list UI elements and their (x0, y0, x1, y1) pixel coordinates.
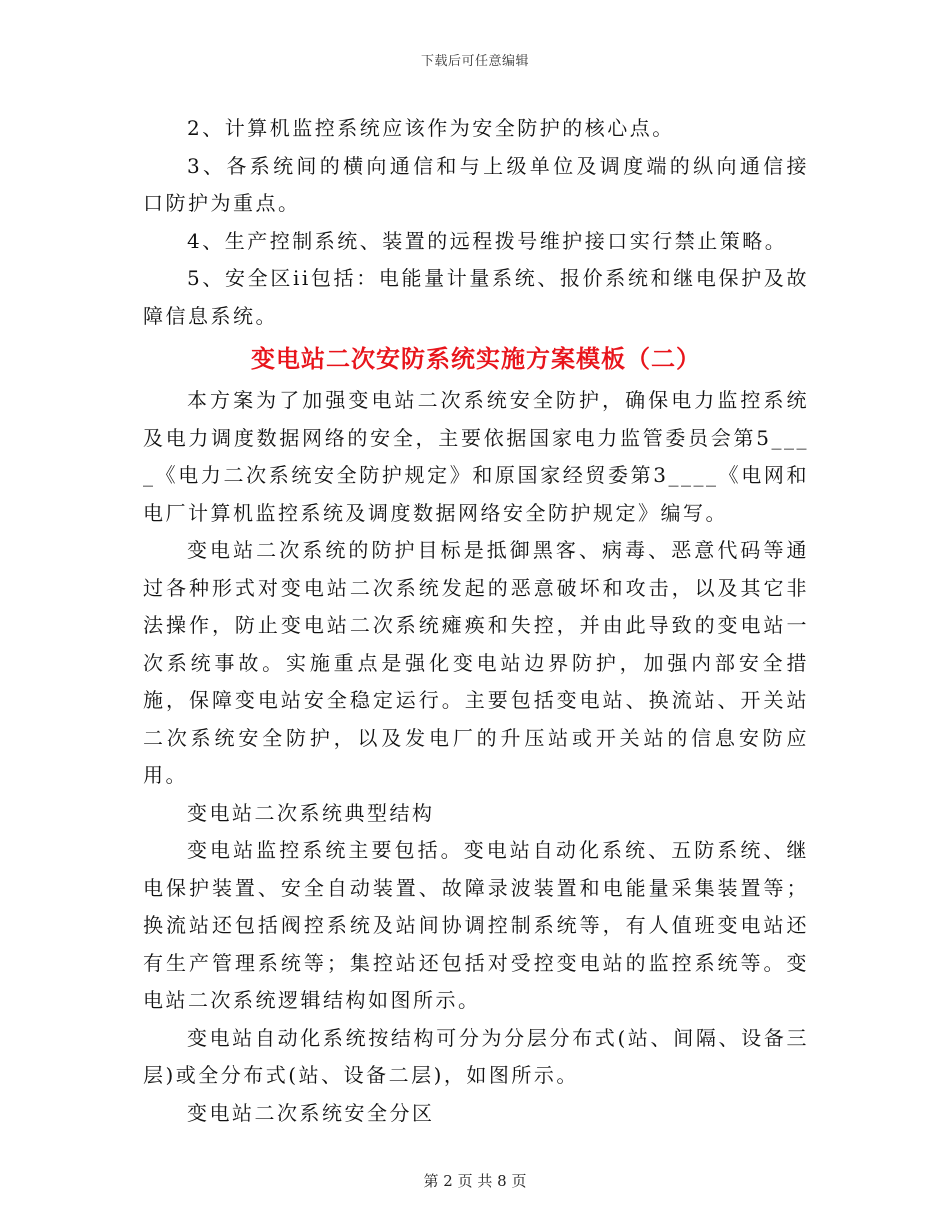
list-item-5: 5、安全区ii包括：电能量计量系统、报价系统和继电保护及故障信息系统。 (143, 266, 809, 328)
paragraph-monitoring-system: 变电站监控系统主要包括。变电站自动化系统、五防系统、继电保护装置、安全自动装置、故障录波装置和电能量采集装置等；换流站还包括阀控系统及站间协调控制系统等，有人值班变电站还有生产管理系统等；集控站还包括对受控变电站的监控系统等。变电站二次系统逻辑结构如图所示。 (143, 838, 809, 1012)
list-item-3: 3、各系统间的横向通信和与上级单位及调度端的纵向通信接口防护为重点。 (143, 153, 809, 215)
page-header: 下载后可任意编辑 (420, 54, 529, 69)
paragraph-automation-structure: 变电站自动化系统按结构可分为分层分布式(站、间隔、设备三层)或全分布式(站、设备二层)，如图所示。 (143, 1025, 809, 1087)
subheading-security-zones: 变电站二次系统安全分区 (187, 1100, 435, 1125)
list-item-2: 2、计算机监控系统应该作为安全防护的核心点。 (187, 116, 675, 140)
document-body (143, 110, 809, 1132)
paragraph-protection-goal: 变电站二次系统的防护目标是抵御黑客、病毒、恶意代码等通过各种形式对变电站二次系统发起的恶意破坏和攻击，以及其它非法操作，防止变电站二次系统瘫痪和失控，并由此导致的变电站一次系统事故。实施重点是强化变电站边界防护，加强内部安全措施，保障变电站安全稳定运行。主要包括变电站、换流站、开关站二次系统安全防护，以及发电厂的升压站或开关站的信息安防应用。 (143, 538, 809, 787)
subheading-typical-structure: 变电站二次系统典型结构 (187, 800, 435, 825)
paragraph-intro: 本方案为了加强变电站二次系统安全防护，确保电力监控系统及电力调度数据网络的安全，主要依据国家电力监管委员会第5____《电力二次系统安全防护规定》和原国家经贸委第3____《电网和电厂计算机监控系统及调度数据网络安全防护规定》编写。 (143, 388, 809, 525)
section-title: 变电站二次安防系统实施方案模板（二） (251, 345, 701, 373)
page-footer: 第 2 页 共 8 页 (423, 1172, 527, 1190)
list-item-4: 4、生产控制系统、装置的远程拨号维护接口实行禁止策略。 (187, 228, 788, 253)
